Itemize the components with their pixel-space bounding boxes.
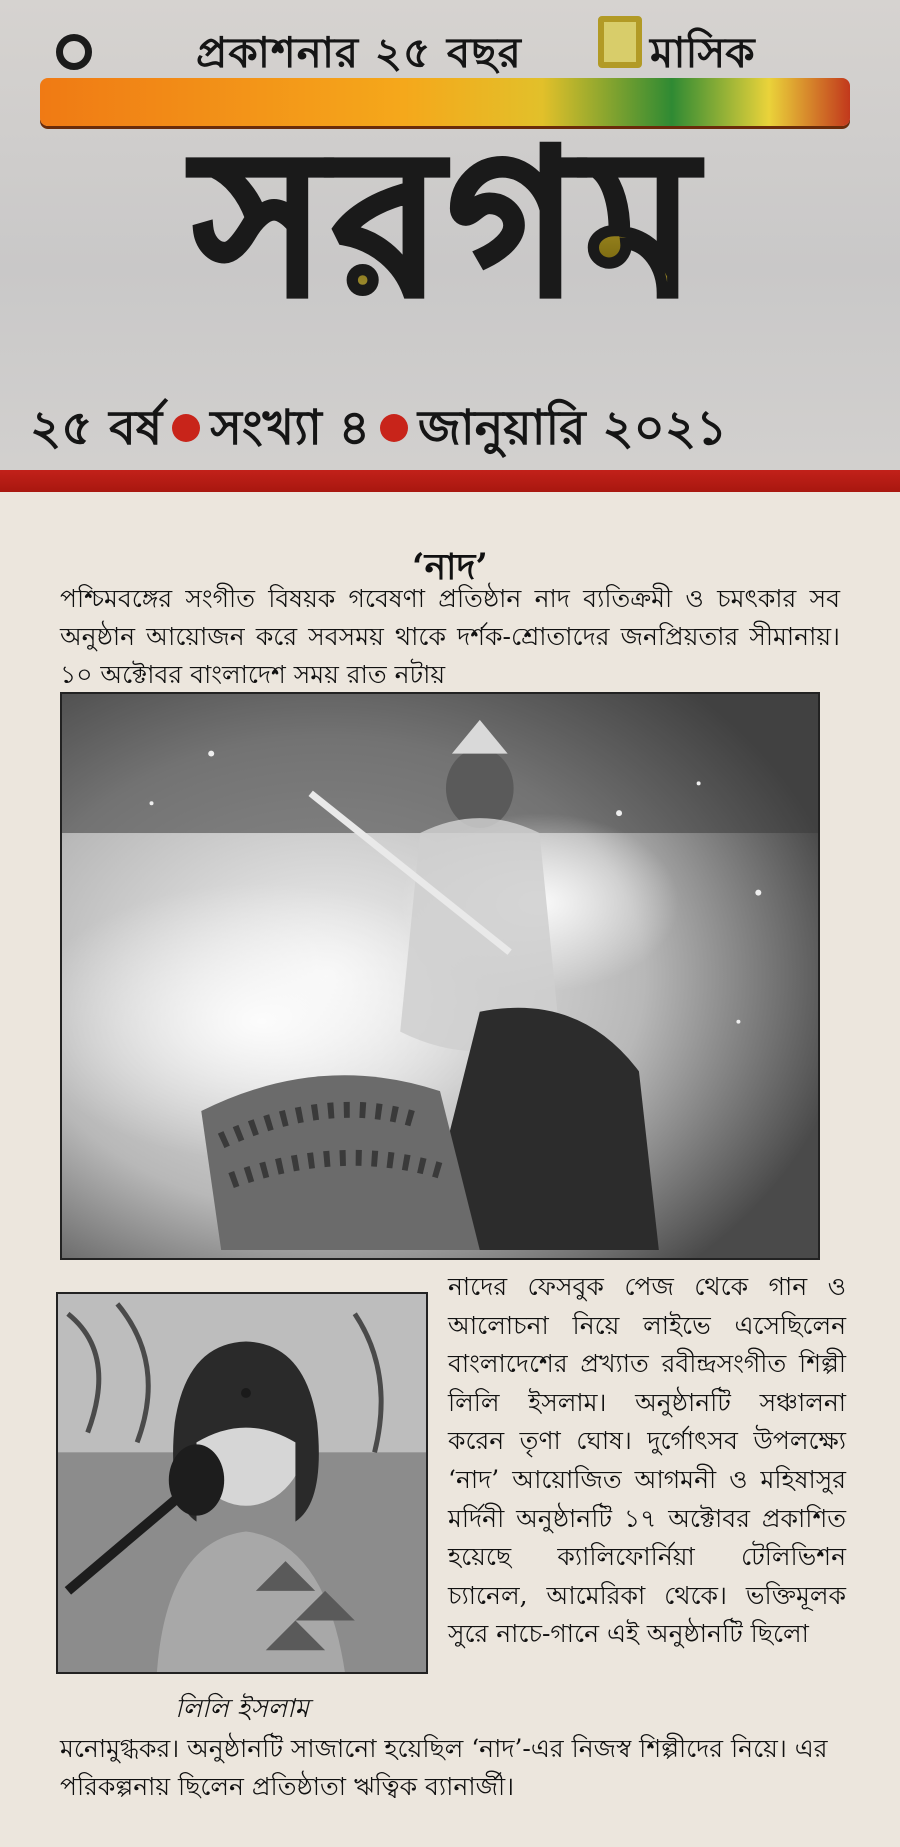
article [0,492,900,1847]
frame-ornament-icon [598,16,642,68]
anniversary-label: প্রকাশনার ২৫ বছর [196,28,522,77]
bullet-dot-icon [380,414,408,442]
frequency-label: মাসিক [650,28,755,77]
durga-performance-photo [60,692,820,1260]
article-side-column: নাদের ফেসবুক পেজ থেকে গান ও আলোচনা নিয়ে লাইভে এসেছিলেন বাংলাদেশের প্রখ্যাত রবীন্দ্রসংগীত শিল্পী লিলি ইসলাম। অনুষ্ঠানটি সঞ্চালনা করেন তৃণা ঘোষ। দুর্গোৎসব উপলক্ষ্যে ‘নাদ’ আয়োজিত আগমনী ও মহিষাসুর মর্দিনী অনুষ্ঠানটি ১৭ অক্টোবর প্রকাশিত হয়েছে ক্যালিফোর্নিয়া টেলিভিশন চ্যানেল, আমেরিকা থেকে। ভক্তিমূলক সুরে নাচে-গানে এই অনুষ্ঠানটি ছিলো [448,1272,846,1649]
ring-ornament-icon [56,34,92,70]
magazine-title [38,118,858,358]
issue-line [30,392,880,462]
photo-caption: লিলি ইসলাম [175,1694,309,1724]
lily-islam-portrait [56,1292,428,1674]
issue-date: জানুয়ারি ২০২১ [417,400,728,456]
masthead-top-line [0,14,900,77]
magazine-title-text: সরগম [193,118,703,341]
bullet-dot-icon [172,414,200,442]
masthead [0,0,900,490]
article-headline: ‘নাদ’ [412,546,488,588]
masthead-rule [0,470,900,492]
article-closing: মনোমুগ্ধকর। অনুষ্ঠানটি সাজানো হয়েছিল ‘নাদ’-এর নিজস্ব শিল্পীদের নিয়ে। এর পরিকল্পনায় ছিলেন প্রতিষ্ঠাতা ঋত্বিক ব্যানার্জী। [60,1734,828,1801]
issue-number: সংখ্যা ৪ [210,400,370,456]
issue-year: ২৫ বর্ষ [30,400,163,456]
article-intro: পশ্চিমবঙ্গের সংগীত বিষয়ক গবেষণা প্রতিষ্ঠান নাদ ব্যতিক্রমী ও চমৎকার সব অনুষ্ঠান আয়োজন করে সবসময় থাকে দর্শক-শ্রোতাদের জনপ্রিয়তার সীমানায়। ১০ অক্টোবর বাংলাদেশ সময় রাত নটায় [60,584,840,689]
